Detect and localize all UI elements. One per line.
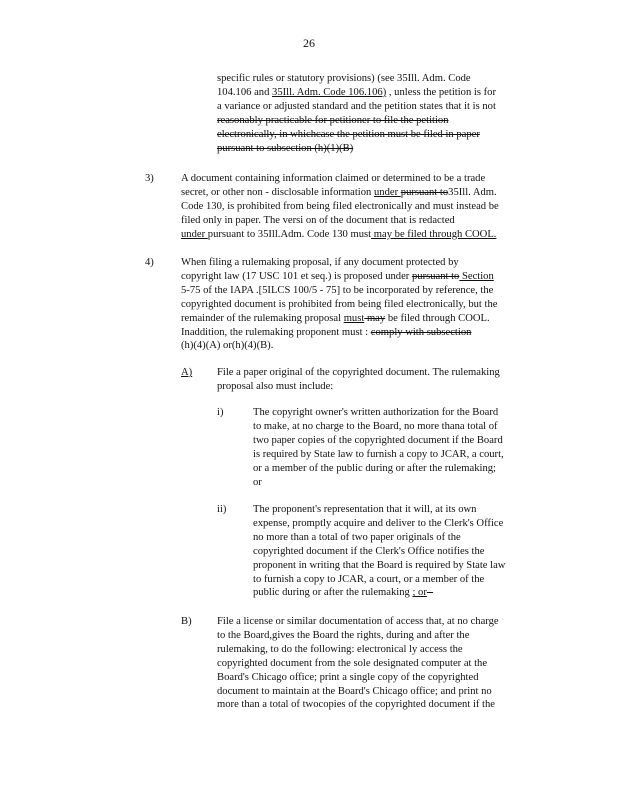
item-label-i: i) bbox=[217, 407, 224, 418]
inserted-text: ; or bbox=[412, 587, 427, 599]
text-line: Inaddition, the rulemaking proponent must : comply with subsection bbox=[181, 326, 472, 338]
text-line: 5-75 of the IAPA .[5ILCS 100/5 - 75] to be incorporated by reference, the bbox=[181, 284, 494, 296]
text-line: remainder of the rulemaking proposal must may be filed through COOL. bbox=[181, 312, 490, 324]
text-line: copyrighted document from the sole designated computer at the bbox=[217, 657, 488, 669]
inserted-text: Section bbox=[459, 270, 494, 282]
struck-text-line: pursuant to subsection (h)(1)(B) bbox=[217, 142, 354, 154]
text-line: two paper copies of the copyrighted document if the Board bbox=[253, 434, 503, 446]
page-number: 26 bbox=[303, 36, 315, 50]
text-line: to make, at no charge to the Board, no more thana total of bbox=[253, 420, 498, 432]
text-line: or a member of the public during or after the rulemaking; bbox=[253, 462, 496, 474]
text-line: copyrighted document is prohibited from being filed electronically, but the bbox=[181, 298, 498, 310]
deleted-text: comply with subsection bbox=[370, 326, 472, 338]
inserted-text: 106.106) bbox=[345, 86, 387, 98]
deleted-text: pursuant to bbox=[400, 186, 449, 198]
inserted-text: may be filed through COOL. bbox=[371, 228, 497, 240]
text-line: proponent in writing that the Board is required by State law bbox=[253, 559, 506, 571]
text-line: a variance or adjusted standard and the petition states that it is not bbox=[217, 100, 496, 112]
text-line: expense, promptly acquire and deliver to the Clerk's Office bbox=[253, 517, 504, 529]
inserted-text: under bbox=[181, 228, 208, 240]
inserted-text: 35Ill. Adm. Code bbox=[272, 86, 346, 98]
text-line: rulemaking, to do the following: electronical ly access the bbox=[217, 643, 463, 655]
item-A-paragraph bbox=[217, 366, 537, 394]
text-line: File a paper original of the copyrighted document. The rulemaking bbox=[217, 367, 500, 378]
item-B-paragraph bbox=[217, 615, 537, 712]
deleted-text: pursuant to bbox=[411, 270, 460, 282]
text-line: proposal also must include: bbox=[217, 380, 334, 392]
text-line: filed only in paper. The versi on of the document that is redacted bbox=[181, 214, 455, 226]
text-line: (h)(4)(A) or(h)(4)(B). bbox=[181, 340, 274, 352]
text-line: under pursuant to 35Ill.Adm. Code 130 must may be filed through COOL. bbox=[181, 228, 497, 240]
struck-text-line: electronically, in whichcase the petition must be filed in paper bbox=[217, 128, 480, 140]
item-label-ii: ii) bbox=[217, 504, 227, 515]
struck-text-line: reasonably practicable for petitioner to file the petition bbox=[217, 114, 449, 126]
item-number-4: 4) bbox=[145, 257, 154, 268]
text-line: copyrighted document if the Clerk's Office notifies the bbox=[253, 545, 485, 557]
text-line: Code 130, is prohibited from being filed electronically and must instead be bbox=[181, 200, 499, 212]
text-line: The copyright owner's written authorization for the Board bbox=[253, 407, 499, 418]
item-i-paragraph bbox=[253, 406, 543, 489]
text-line: 104.106 and 35Ill. Adm. Code 106.106) , unless the petition is for bbox=[217, 86, 496, 98]
item-number-3: 3) bbox=[145, 173, 154, 184]
continued-paragraph bbox=[217, 72, 537, 155]
deleted-text: may bbox=[364, 312, 386, 324]
text-line: The proponent's representation that it will, at its own bbox=[253, 504, 477, 515]
text-line: document to maintain at the Board's Chicago office; and print no bbox=[217, 685, 492, 697]
inserted-text: under bbox=[373, 186, 401, 198]
text-line: to furnish a copy to JCAR, a court, or a member of the bbox=[253, 573, 485, 585]
text-line: secret, or other non - disclosable information under pursuant to35Ill. Adm. bbox=[181, 186, 497, 198]
item-ii-paragraph bbox=[253, 503, 543, 600]
text-line: Board's Chicago office; print a single copy of the copyrighted bbox=[217, 671, 479, 683]
item-4-paragraph bbox=[181, 256, 541, 353]
text-line: copyright law (17 USC 101 et seq.) is proposed under pursuant to Section bbox=[181, 270, 494, 282]
text-line: more than a total of twocopies of the copyrighted document if the bbox=[217, 699, 496, 711]
text-line: A document containing information claimed or determined to be a trade bbox=[181, 173, 486, 184]
text-line: When filing a rulemaking proposal, if any document protected by bbox=[181, 257, 459, 268]
item-label-A: A) bbox=[181, 367, 193, 378]
text-line: public during or after the rulemaking ; or - bbox=[253, 587, 434, 599]
text-line: specific rules or statutory provisions) (see 35Ill. Adm. Code bbox=[217, 73, 471, 84]
text-line: File a license or similar documentation of access that, at no charge bbox=[217, 616, 499, 627]
text-line: to the Board,gives the Board the rights, during and after the bbox=[217, 629, 470, 641]
item-label-B: B) bbox=[181, 616, 192, 627]
deleted-text: - bbox=[426, 587, 434, 599]
text-line: no more than a total of two paper originals of the bbox=[253, 531, 461, 543]
text-line: or bbox=[253, 476, 262, 488]
item-3-paragraph bbox=[181, 172, 541, 242]
text-line: is required by State law to furnish a copy to JCAR, a court, bbox=[253, 448, 504, 460]
inserted-text: must bbox=[343, 312, 365, 324]
